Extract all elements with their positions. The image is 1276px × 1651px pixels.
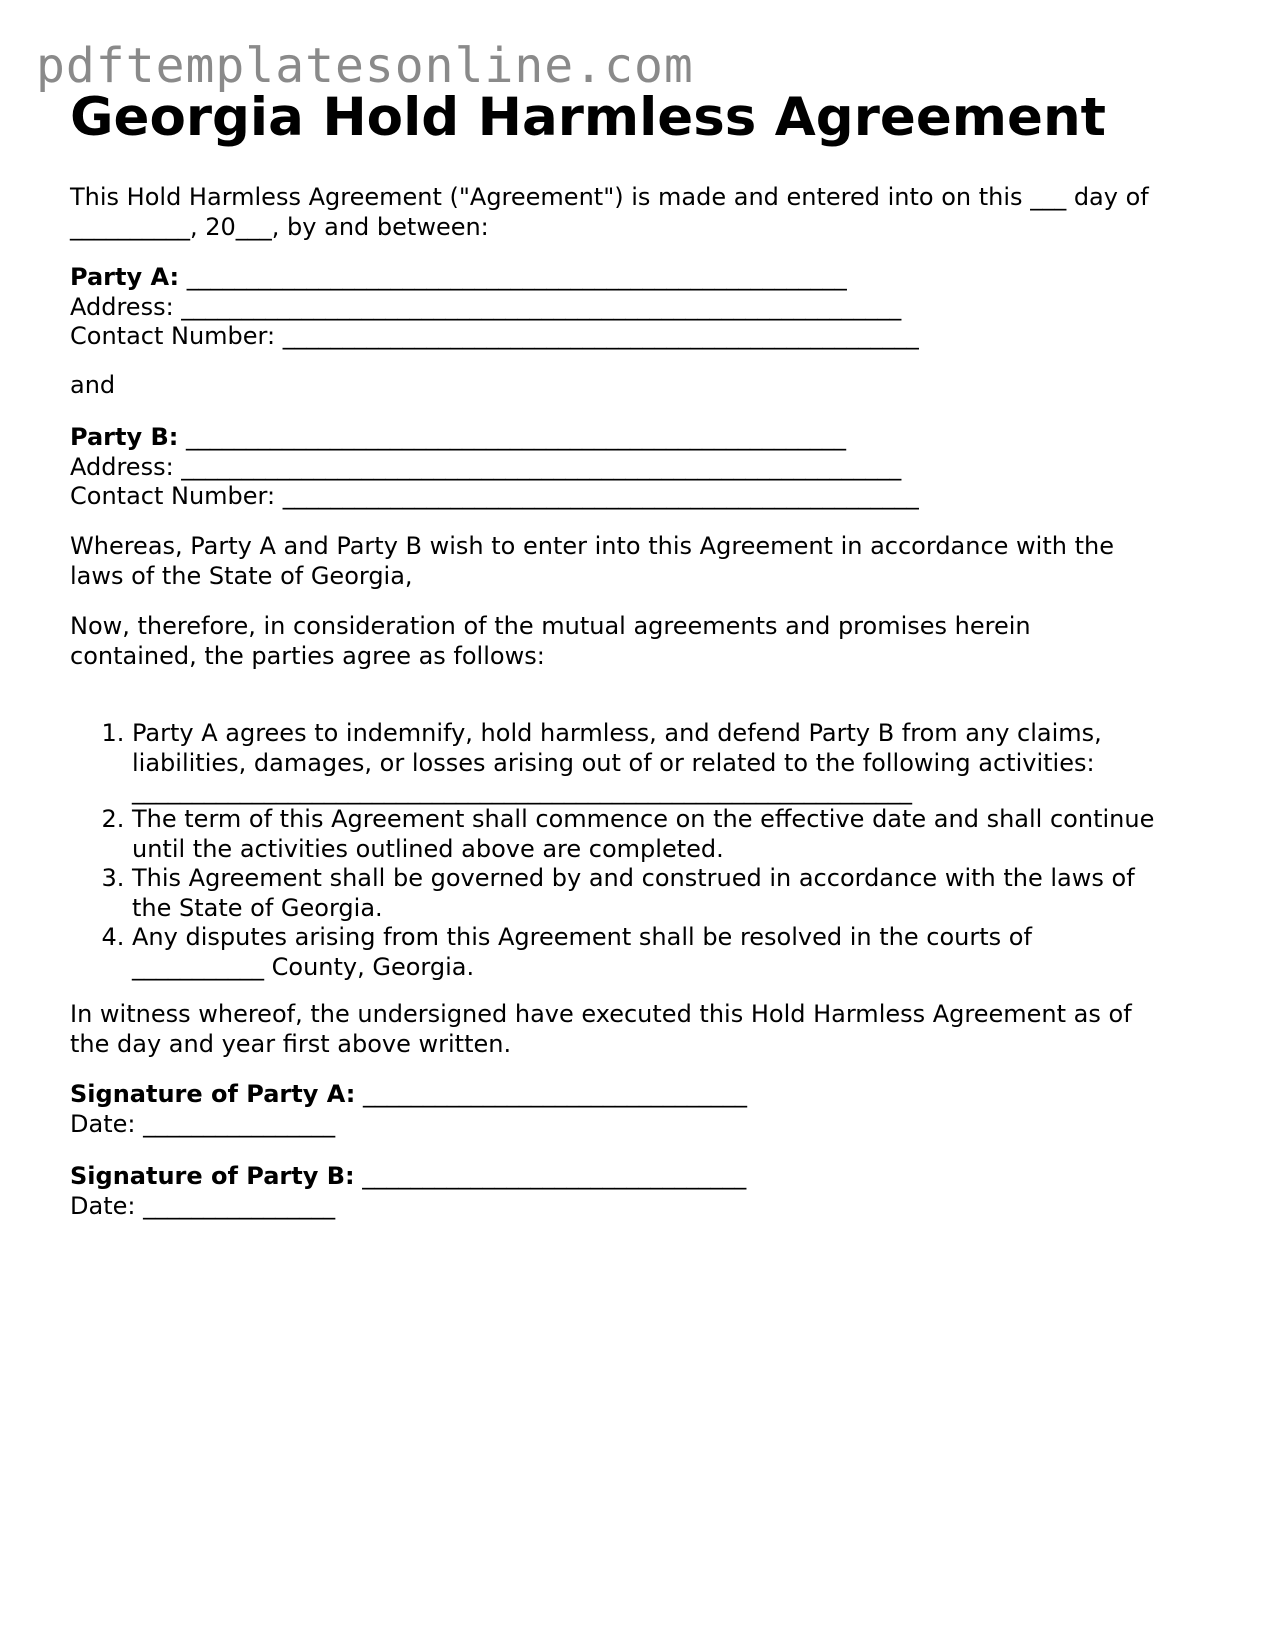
term-2-line-1: 2. The term of this Agreement shall commence on the effective date and shall continue [132,805,1155,833]
whereas-paragraph [70,532,1210,591]
intro-line-1: This Hold Harmless Agreement ("Agreement") is made and entered into on this ___ day of [70,183,1149,211]
signature-b-block [70,1162,1210,1221]
party-b-contact: Contact Number: _____________________________________________________ [70,482,919,510]
term-item [132,864,1210,923]
signature-b-label: Signature of Party B: [70,1162,355,1190]
whereas-line-1: Whereas, Party A and Party B wish to enter into this Agreement in accordance with the [70,532,1114,560]
signature-a-blank: ________________________________ [355,1080,747,1108]
party-a-contact: Contact Number: _____________________________________________________ [70,322,919,350]
party-b-name-blank: _______________________________________________________ [178,423,846,451]
document-title: Georgia Hold Harmless Agreement [70,87,1107,148]
party-a-label: Party A: [70,263,180,291]
term-1-line-2: liabilities, damages, or losses arising out of or related to the following activities: [132,748,1095,777]
intro-line-2: __________, 20___, by and between: [70,212,489,241]
party-a-address: Address: ____________________________________________________________ [70,292,902,321]
party-b-address: Address: ____________________________________________________________ [70,452,902,481]
witness-line-1: In witness whereof, the undersigned have executed this Hold Harmless Agreement as of [70,1000,1132,1028]
term-2-line-2: until the activities outlined above are completed. [132,834,724,863]
term-item [132,805,1210,864]
party-a-name-blank: _______________________________________________________ [179,263,847,291]
party-b-name-line [70,423,1210,453]
whereas-line-2: laws of the State of Georgia, [70,561,413,590]
signature-b-line [70,1162,1210,1192]
watermark-text: pdftemplatesonline.com [36,38,694,94]
signature-a-label: Signature of Party A: [70,1080,356,1108]
term-item [132,719,1210,805]
and-text [70,371,1210,401]
intro-paragraph [70,183,1210,242]
signature-b-date: Date: ________________ [70,1191,336,1220]
term-1-line-1: 1. Party A agrees to indemnify, hold harmless, and defend Party B from any claims, [132,719,1102,747]
term-1-activities-blank: _________________________________________________________________ [132,777,912,805]
and-line: and [70,371,116,399]
signature-a-block [70,1080,1210,1139]
term-4-line-2: ___________ County, Georgia. [132,952,475,981]
terms-list [70,719,1210,982]
party-a-name-line [70,263,1210,293]
now-therefore-line-1: Now, therefore, in consideration of the mutual agreements and promises herein [70,612,1031,640]
signature-a-date: Date: ________________ [70,1109,336,1138]
signature-b-blank: ________________________________ [354,1162,747,1190]
now-therefore-paragraph [70,612,1210,671]
term-item [132,923,1210,982]
now-therefore-line-2: contained, the parties agree as follows: [70,641,545,670]
term-4-line-1: 4. Any disputes arising from this Agreement shall be resolved in the courts of [132,923,1032,951]
signature-a-line [70,1080,1210,1110]
witness-line-2: the day and year first above written. [70,1029,512,1058]
party-a-block [70,263,1210,352]
witness-paragraph [70,1000,1210,1059]
party-b-label: Party B: [70,423,179,451]
term-3-line-1: 3. This Agreement shall be governed by and construed in accordance with the laws of [132,864,1135,892]
party-b-block [70,423,1210,512]
term-3-line-2: the State of Georgia. [132,893,383,922]
